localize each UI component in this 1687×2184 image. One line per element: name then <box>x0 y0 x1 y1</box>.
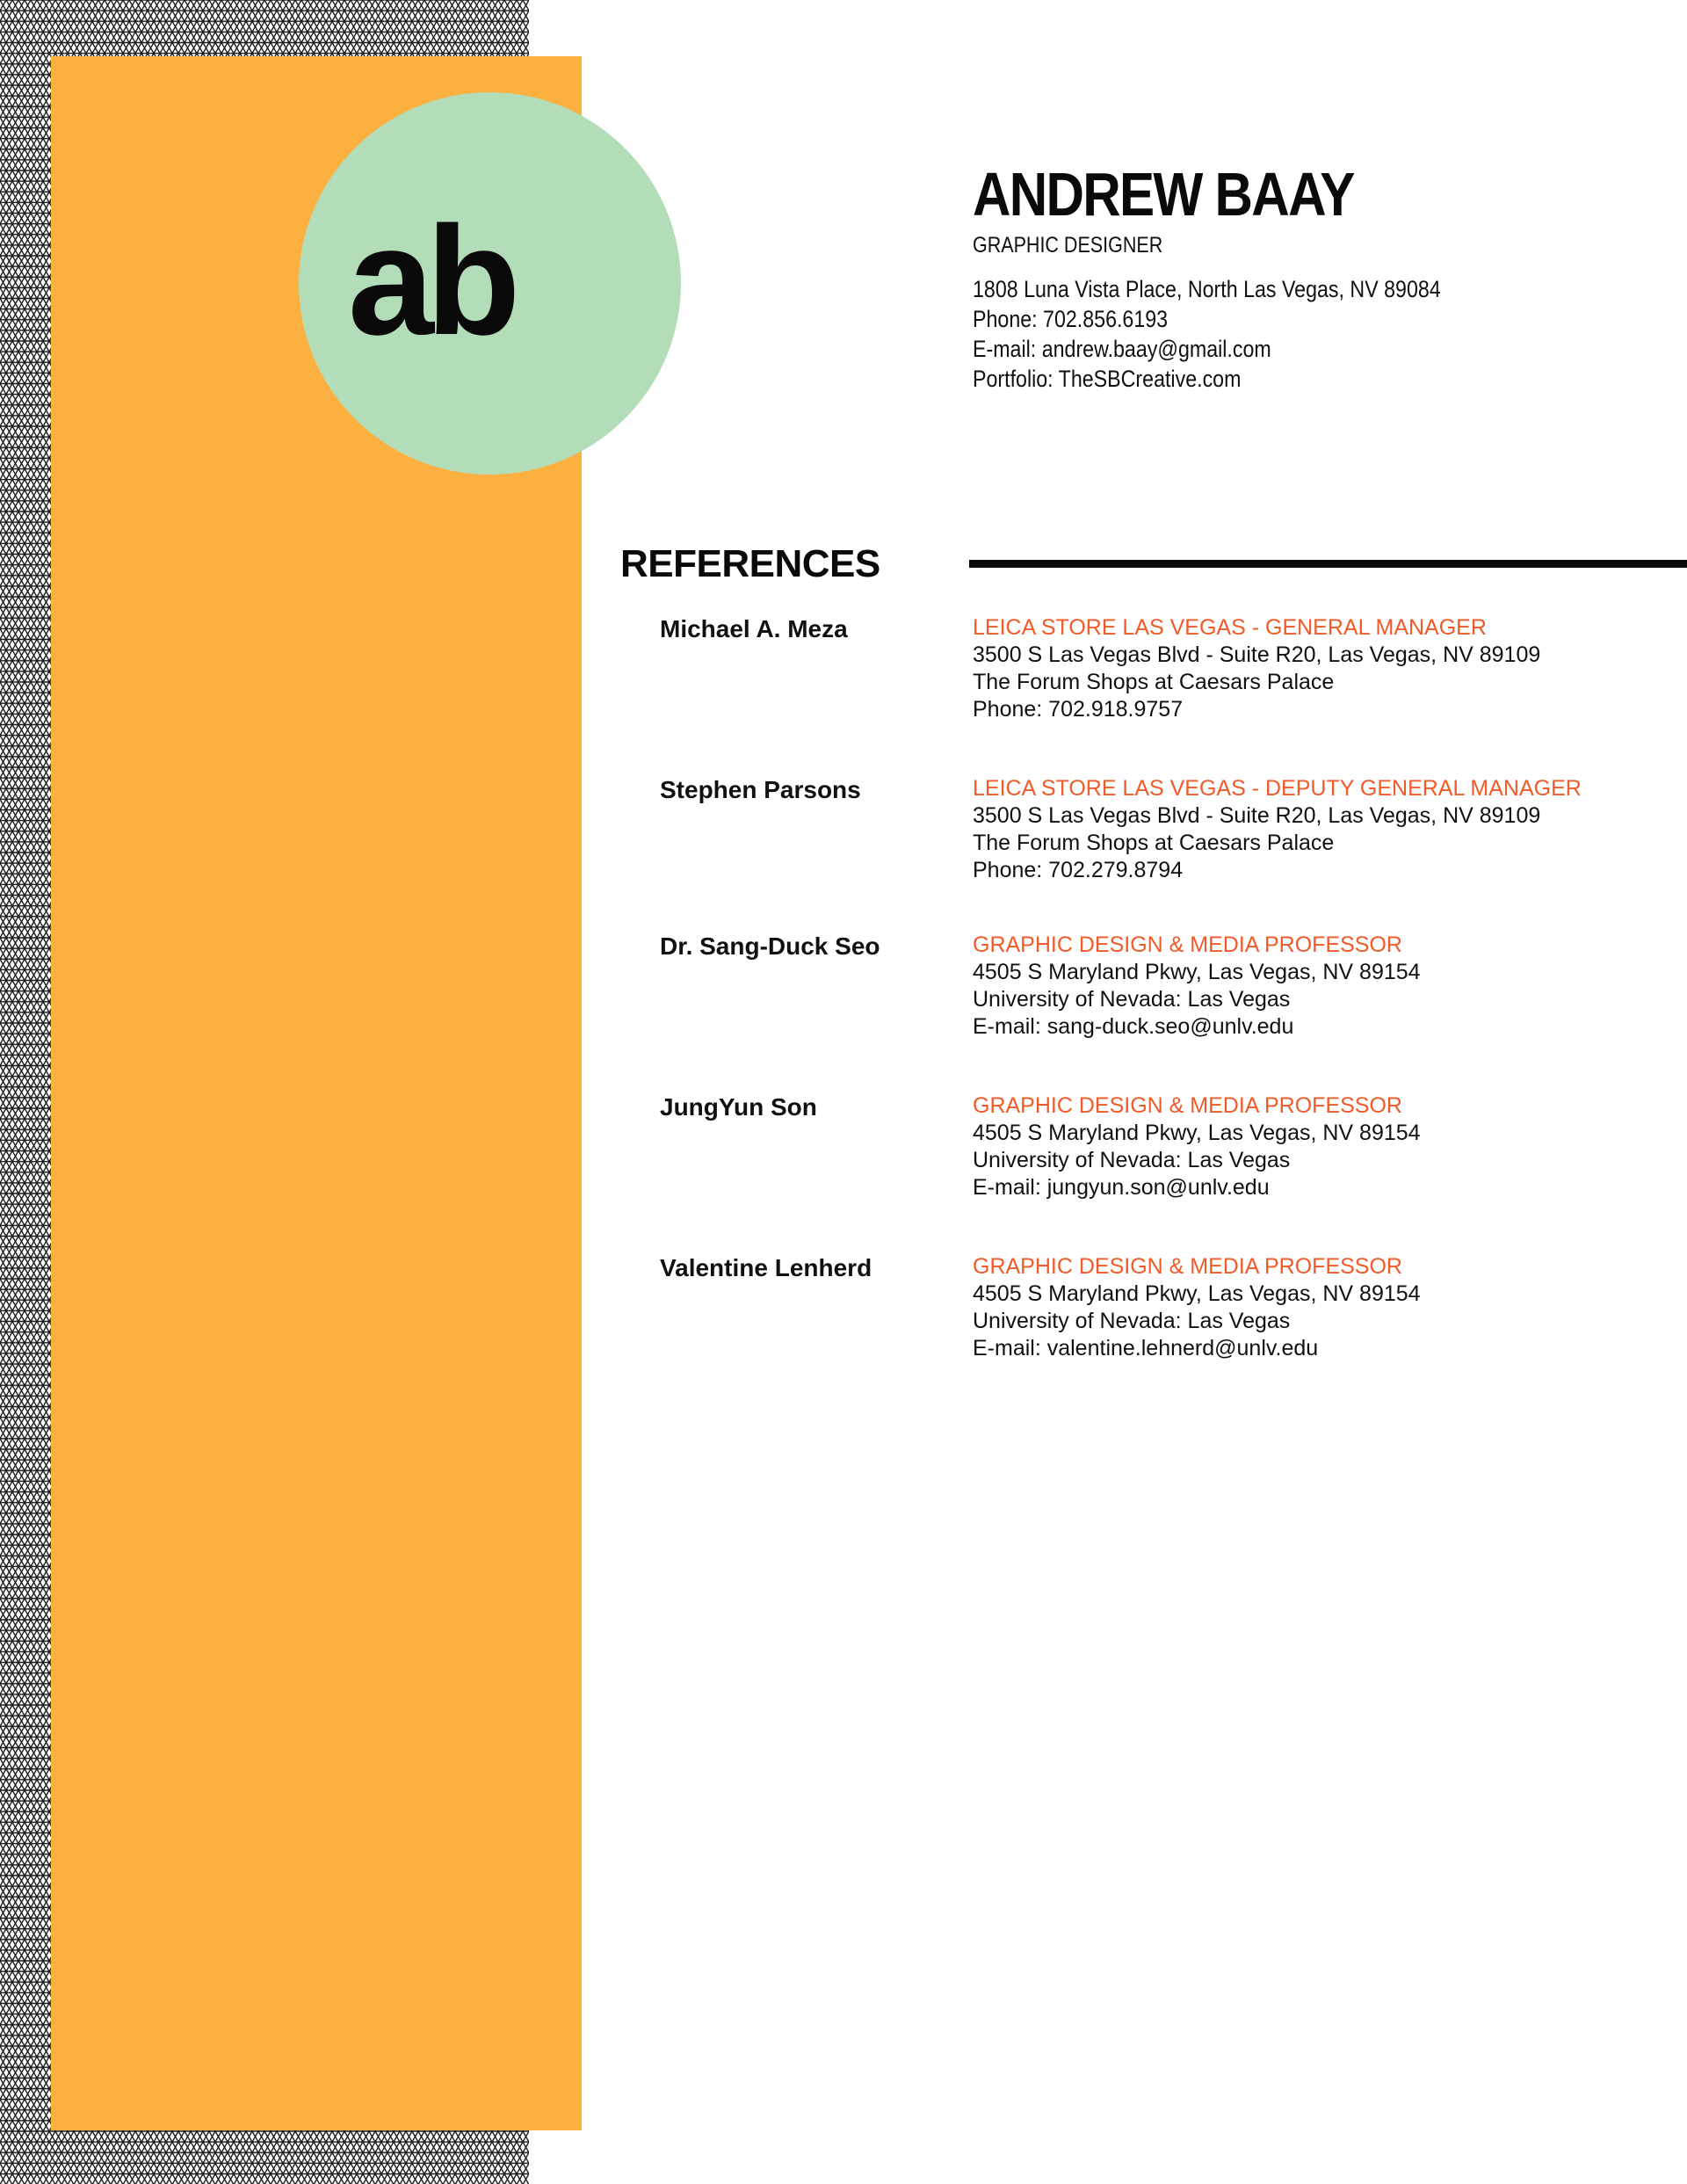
reference-title: GRAPHIC DESIGN & MEDIA PROFESSOR <box>973 1254 1402 1279</box>
reference-contact: E-mail: valentine.lehnerd@unlv.edu <box>973 1336 1319 1360</box>
reference-entry <box>0 774 1687 889</box>
reference-address: 4505 S Maryland Pkwy, Las Vegas, NV 89154 <box>973 1121 1421 1145</box>
section-divider <box>969 560 1687 568</box>
references-heading: REFERENCES <box>620 542 880 585</box>
reference-details <box>973 1252 1421 1362</box>
reference-address: 3500 S Las Vegas Blvd - Suite R20, Las Vegas, NV 89109 <box>973 642 1541 667</box>
reference-name: Valentine Lenherd <box>660 1254 872 1281</box>
reference-name: Stephen Parsons <box>660 776 861 803</box>
reference-address: 4505 S Maryland Pkwy, Las Vegas, NV 89154 <box>973 1281 1421 1306</box>
reference-details <box>973 1092 1421 1201</box>
reference-name: JungYun Son <box>660 1093 817 1121</box>
contact-address: 1808 Luna Vista Place, North Las Vegas, NV 89084 <box>973 276 1441 302</box>
reference-location: University of Nevada: Las Vegas <box>973 1148 1291 1172</box>
contact-info <box>973 274 1562 394</box>
reference-entry <box>0 1252 1687 1367</box>
monogram-logo: ab <box>348 195 513 367</box>
reference-title: LEICA STORE LAS VEGAS - GENERAL MANAGER <box>973 615 1487 640</box>
reference-address: 4505 S Maryland Pkwy, Las Vegas, NV 89154 <box>973 960 1421 984</box>
reference-location: University of Nevada: Las Vegas <box>973 987 1291 1012</box>
job-role: GRAPHIC DESIGNER <box>973 233 1163 258</box>
reference-entry <box>0 931 1687 1045</box>
reference-contact: E-mail: jungyun.son@unlv.edu <box>973 1175 1270 1200</box>
reference-details <box>973 931 1421 1041</box>
reference-entry <box>0 1092 1687 1206</box>
reference-location: The Forum Shops at Caesars Palace <box>973 670 1335 694</box>
contact-email: E-mail: andrew.baay@gmail.com <box>973 336 1271 362</box>
reference-contact: Phone: 702.918.9757 <box>973 697 1184 722</box>
reference-contact: Phone: 702.279.8794 <box>973 858 1184 882</box>
reference-entry <box>0 613 1687 728</box>
reference-location: The Forum Shops at Caesars Palace <box>973 831 1335 855</box>
contact-portfolio: Portfolio: TheSBCreative.com <box>973 366 1242 392</box>
reference-location: University of Nevada: Las Vegas <box>973 1309 1291 1333</box>
reference-details <box>973 613 1540 723</box>
reference-title: GRAPHIC DESIGN & MEDIA PROFESSOR <box>973 932 1402 957</box>
reference-details <box>973 774 1582 884</box>
reference-name: Dr. Sang-Duck Seo <box>660 932 880 960</box>
reference-address: 3500 S Las Vegas Blvd - Suite R20, Las Vegas, NV 89109 <box>973 803 1541 828</box>
resume-header <box>973 158 1658 394</box>
contact-phone: Phone: 702.856.6193 <box>973 306 1169 332</box>
reference-contact: E-mail: sang-duck.seo@unlv.edu <box>973 1014 1294 1039</box>
person-name: ANDREW BAAY <box>973 160 1354 229</box>
reference-title: GRAPHIC DESIGN & MEDIA PROFESSOR <box>973 1093 1402 1118</box>
reference-title: LEICA STORE LAS VEGAS - DEPUTY GENERAL MANAGER <box>973 776 1582 801</box>
reference-name: Michael A. Meza <box>660 615 848 642</box>
